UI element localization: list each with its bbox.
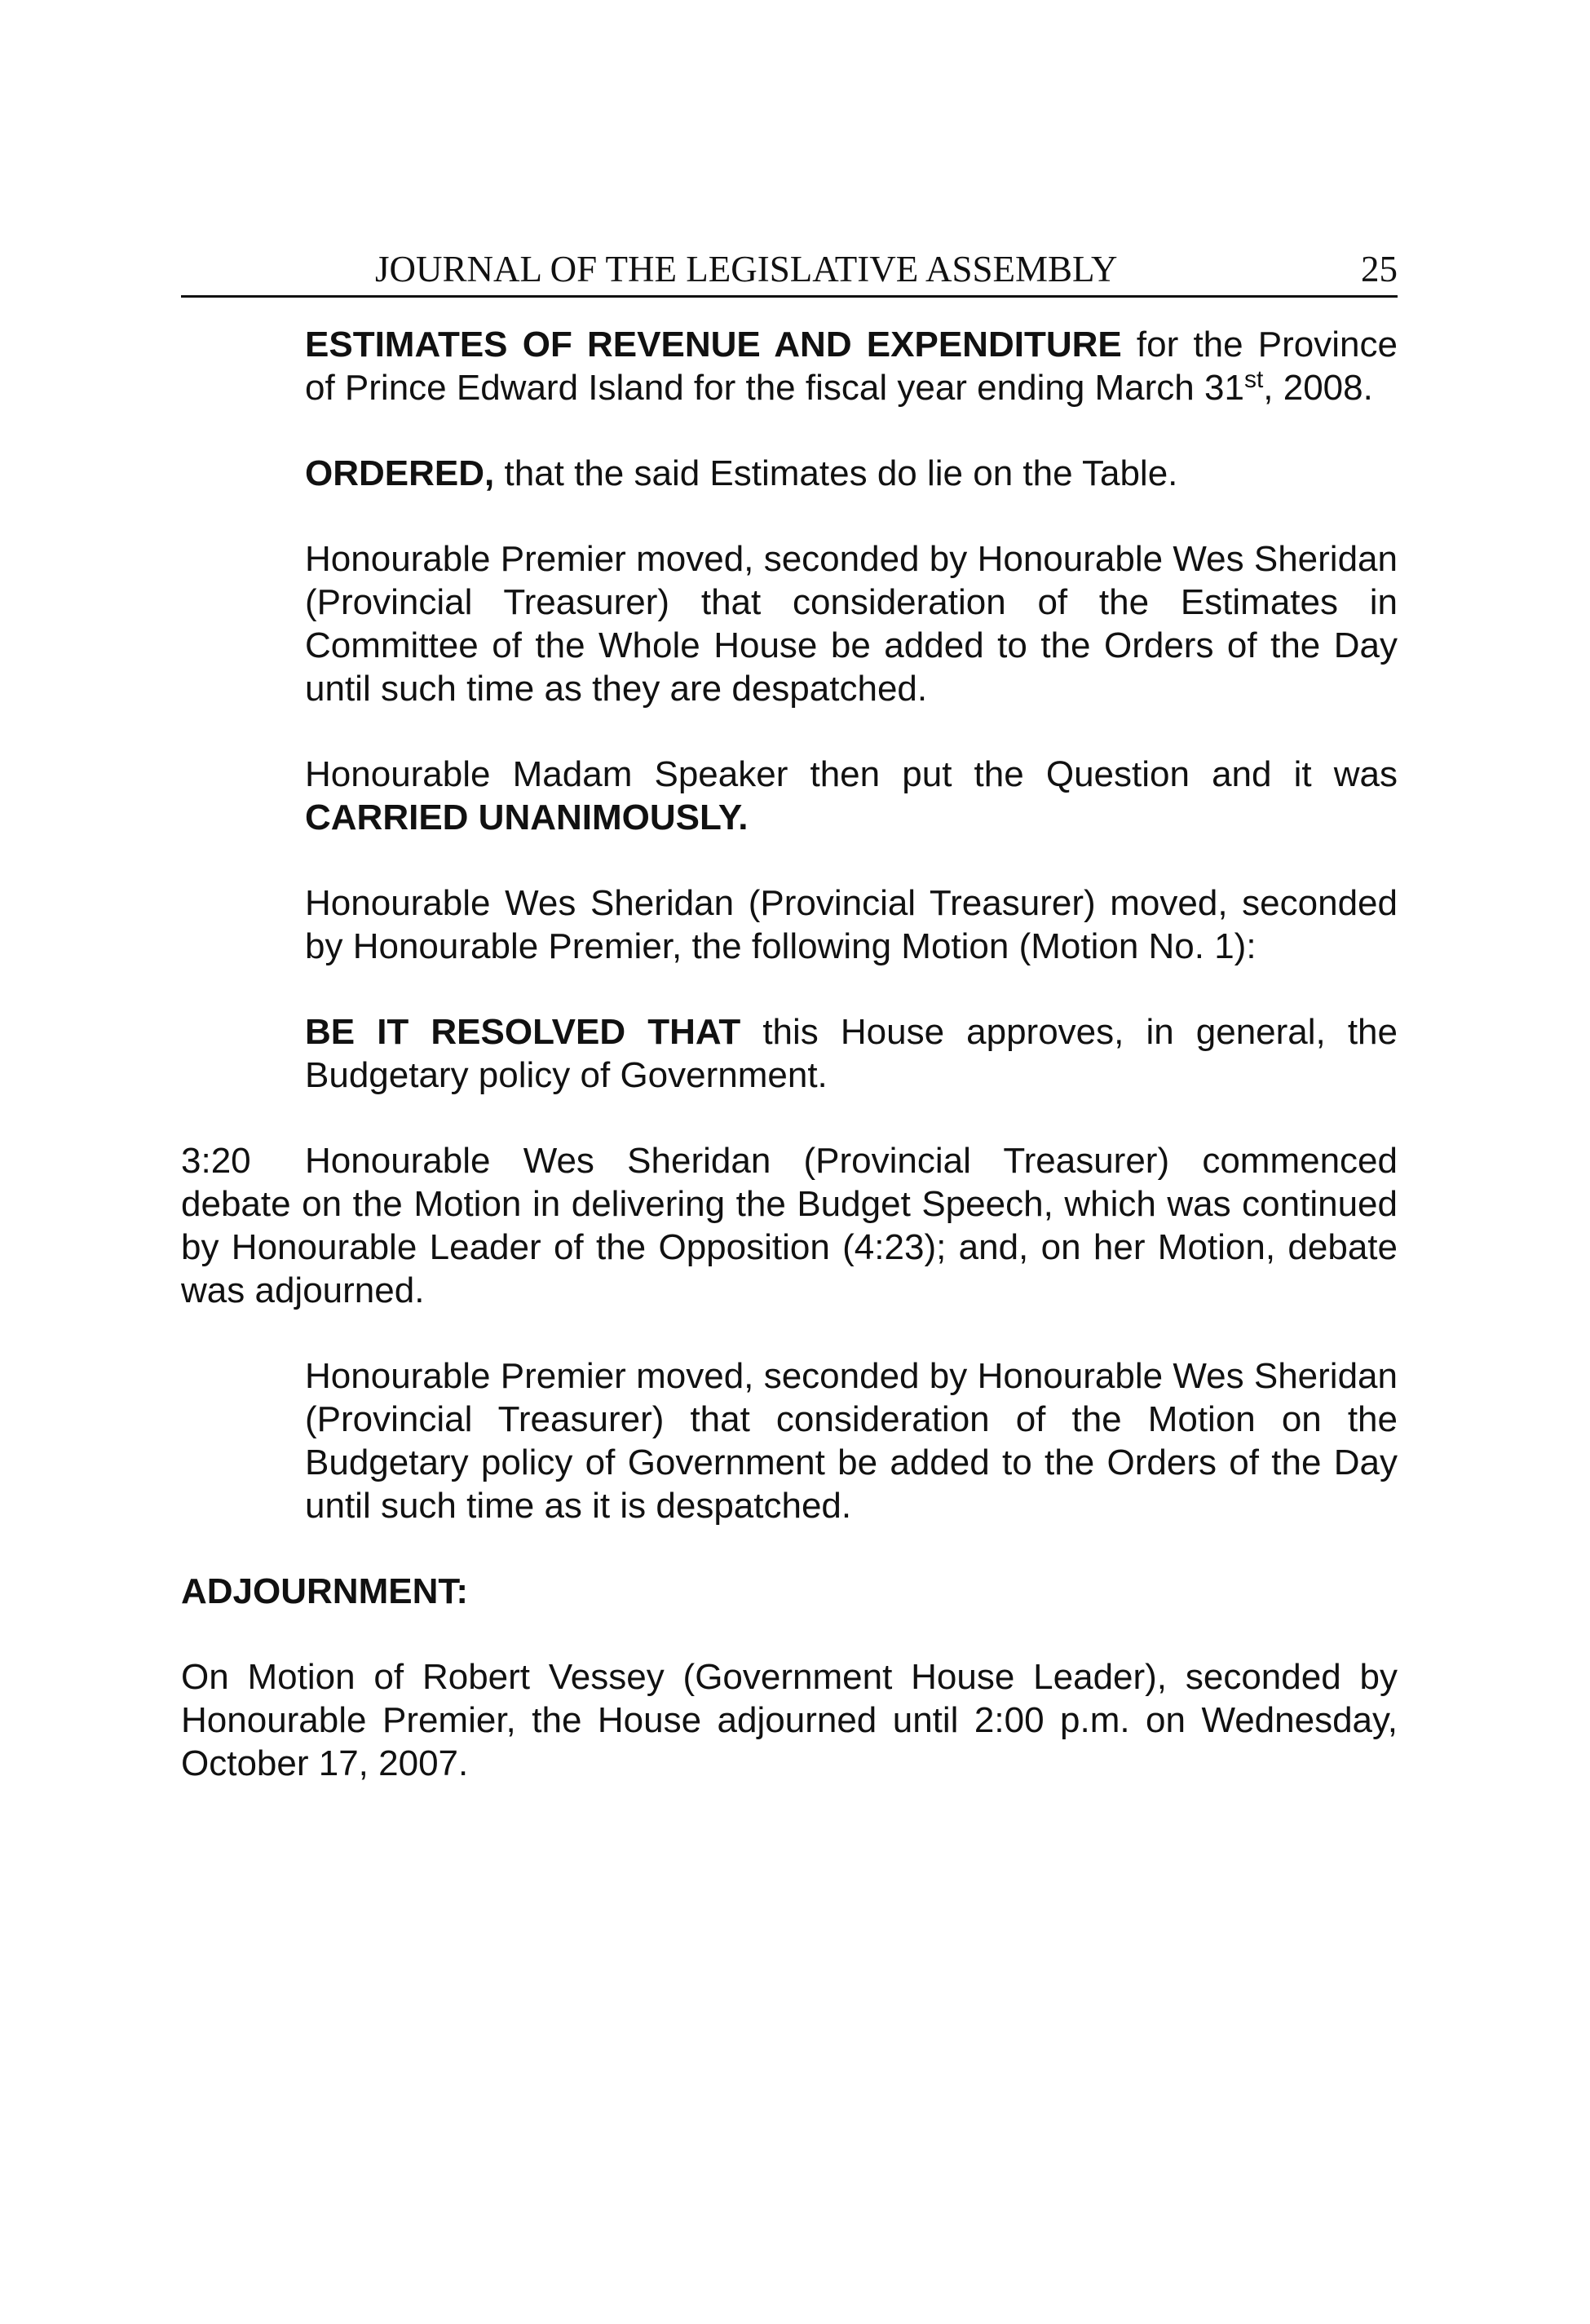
estimates-paragraph [305, 323, 1398, 409]
debate-paragraph [181, 1139, 1398, 1312]
question-paragraph [305, 753, 1398, 839]
debate-text: Honourable Wes Sheridan (Provincial Treasurer) commenced debate on the Motion in delivering the Budget Speech, which was continued by Honourable Leader of the Opposition (4:23); and, on her Motion, debate was adjourned. [181, 1141, 1398, 1310]
resolution-label: BE IT RESOLVED THAT [305, 1012, 741, 1052]
debate-time: 3:20 [181, 1141, 251, 1181]
journal-title: JOURNAL OF THE LEGISLATIVE ASSEMBLY [375, 249, 1118, 289]
resolution-paragraph [305, 1010, 1398, 1097]
estimates-text: for the Province of Prince Edward Island for the fiscal year ending March 31 [305, 325, 1398, 408]
question-result: CARRIED UNANIMOUSLY. [305, 797, 749, 837]
running-header [181, 243, 1398, 298]
ordered-text: that the said Estimates do lie on the Table. [494, 453, 1178, 493]
motion-one-paragraph: Honourable Wes Sheridan (Provincial Treasurer) moved, seconded by Honourable Premier, the following Motion (Motion No. 1): [305, 883, 1398, 966]
page-number: 25 [1361, 249, 1398, 289]
resolution-text: this House approves, in general, the Budgetary policy of Government. [305, 1012, 1398, 1095]
ordered-paragraph [305, 452, 1398, 495]
ordinal-suffix: st [1243, 366, 1264, 393]
question-text: Honourable Madam Speaker then put the Question and it was [305, 754, 1398, 794]
adjournment-paragraph: On Motion of Robert Vessey (Government House Leader), seconded by Honourable Premier, the House adjourned until 2:00 p.m. on Wednesday, October 17, 2007. [181, 1657, 1398, 1783]
estimates-motion-paragraph: Honourable Premier moved, seconded by Honourable Wes Sheridan (Provincial Treasurer) that consideration of the Estimates in Committee of the Whole House be added to the Orders of the Day until such time as they are despatched. [305, 539, 1398, 709]
adjournment-heading: ADJOURNMENT: [181, 1571, 468, 1611]
estimates-heading: ESTIMATES OF REVENUE AND EXPENDITURE [305, 325, 1122, 365]
budget-motion-paragraph: Honourable Premier moved, seconded by Honourable Wes Sheridan (Provincial Treasurer) that consideration of the Motion on the Budgetary policy of Government be added to the Orders of the Day until such time as it is despatched. [305, 1356, 1398, 1526]
ordered-label: ORDERED, [305, 453, 495, 493]
journal-body [181, 323, 1398, 1785]
estimates-date-text: , 2008. [1263, 368, 1373, 408]
